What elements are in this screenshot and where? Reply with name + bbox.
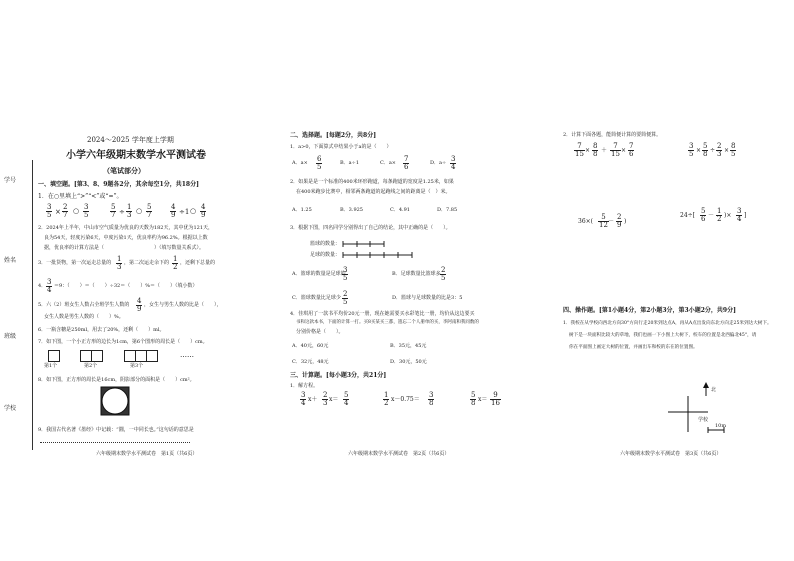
fraction: $\frac{2}{3}$ — [717, 142, 722, 158]
fraction: $\frac{2}{3}$ — [323, 391, 328, 407]
q9-text: 9．我国古代名著《墨经》中记载：“圜，一中同长也。”这句话的意思是 — [38, 427, 194, 433]
calc-3: 36×( — [578, 218, 594, 225]
compare-circle[interactable]: ○ — [136, 207, 143, 215]
figure-3-label: 第3个 — [130, 363, 144, 369]
q2-4-line3: 分别价格是（ ）。 — [296, 329, 344, 335]
fraction: $\frac{7}{15}$ — [611, 142, 620, 158]
section-fill-blank: 一、填空题。[第3、8、9题各2分，其余每空1分，共18分] — [38, 181, 199, 188]
fraction: $\frac{3}{4}$ — [737, 207, 742, 223]
class-label: 班级 — [4, 333, 17, 340]
bar-label-football: 足球的数量： — [310, 252, 341, 258]
figure-2-square — [91, 350, 103, 362]
school-year: 2024～2025 学年度上学期 — [87, 136, 174, 144]
binding-line — [32, 160, 33, 450]
q2-line1: 2．2024年上半年，中山市空气质量为优良的天数为182天，其中优为121天， — [38, 225, 213, 231]
calc-4: 24÷[ — [680, 212, 696, 219]
fraction: $\frac{3}{5}$ — [343, 266, 348, 282]
q2-2-line1: 2．如果是是一个标准的400米环形跑道，每条跑道的宽度是1.25米，如果 — [290, 179, 454, 185]
fraction: $\frac{4}{9}$ — [137, 297, 142, 313]
name-label: 姓名 — [4, 257, 17, 264]
option-d[interactable]: D．30元，50元 — [390, 359, 427, 365]
north-label: 北 — [711, 387, 717, 393]
q8-text: 8．如下图，正方形的周长是16cm，阴影部分的面积是（ ）cm²。 — [38, 377, 195, 383]
fraction: $\frac{8}{5}$ — [731, 142, 736, 158]
fraction: $\frac{2}{9}$ — [617, 213, 622, 229]
q4-1-line2: 树下是一块面积比较大的草地，我们也画一下小图上大树下，校车的位置是北西偏北45°，请 — [569, 333, 757, 338]
fraction: $\frac{2}{5}$ — [441, 266, 446, 282]
q2-line2: 良为54天，轻度污染6天，中度污染1天，优良率约为96.2%。根据以上数 — [44, 235, 208, 241]
fraction: $\frac{1}{2}$ — [384, 391, 389, 407]
fraction: $\frac{5}{8}$ — [703, 142, 708, 158]
fraction: $\frac{5}{6}$ — [701, 207, 706, 223]
q5-text-b: ，女生与男生人数的比是（ ）， — [144, 302, 222, 308]
option-c[interactable]: C．4.91 — [390, 207, 410, 213]
fraction: $\frac{3}{5}$ — [689, 142, 694, 158]
q6-text: 6．一瓶含糖是250ml，用去了20%，还剩（ ）ml。 — [38, 327, 165, 333]
option-d[interactable]: D．a÷ — [430, 160, 447, 166]
q5-text-a: 5．六（2）班女生人数占全班学生人数的 — [38, 302, 130, 308]
page-1-footer: 六年级期末数学水平测试卷 第1页（共6页） — [96, 451, 198, 457]
fraction: $\frac{6}{5}$ — [317, 155, 322, 171]
section-calculation: 三、计算题。[每小题3分，共21分] — [290, 372, 387, 379]
fraction: $\frac{3}{4}$ — [301, 391, 306, 407]
figure-2-label: 第2个 — [84, 363, 98, 369]
option-d[interactable]: D．篮球与足球数量的比是3：5 — [392, 295, 463, 301]
page-2-footer: 六年级期末数学水平测试卷 第2页（共6页） — [348, 451, 450, 457]
fraction: $\frac{5}{4}$ — [344, 391, 349, 407]
fraction: $\frac{2}{7}$ — [63, 203, 68, 219]
option-a[interactable]: A．1.25 — [292, 207, 312, 213]
q7-text: 7．如下图，一个小正方形的边长为1cm，第6个图形的周长是（ ）cm。 — [38, 339, 208, 345]
scale-label: 10m — [715, 423, 727, 429]
fraction: $\frac{4}{9}$ — [171, 203, 176, 219]
fraction: $\frac{7}{15}$ — [575, 142, 584, 158]
fraction: $\frac{4}{9}$ — [201, 203, 206, 219]
q2-line3: 据，优良率的计算方法是（ ）（填写数量关系式）。 — [44, 245, 205, 251]
q3-text-b: ，第二次运走余下的 — [124, 260, 170, 266]
option-c[interactable]: C．a× — [380, 160, 396, 166]
solve-equations: 1．解方程。 — [290, 383, 319, 389]
q2-4-line1: 4．佳琪用了一款书平均价20元一册，现在她需要买水彩笔比一册，均价从这边要买 — [290, 311, 475, 317]
option-c[interactable]: C．32元，48元 — [292, 359, 329, 365]
school-label: 学校 — [4, 405, 17, 412]
q4-text: ＝9：（ ）＝（ ）÷32＝（ ）%＝（ ）（填小数） — [54, 283, 198, 289]
figure-1-square — [48, 350, 60, 362]
fraction: $\frac{3}{5}$ — [84, 203, 89, 219]
option-a[interactable]: A．篮球的数量是足球的 — [292, 271, 346, 277]
q4-label: 4． — [38, 283, 47, 289]
fraction: $\frac{1}{2}$ — [717, 207, 722, 223]
exam-title: 小学六年级期末数学水平测试卷 — [66, 150, 206, 161]
fraction: $\frac{5}{7}$ — [147, 203, 152, 219]
fraction: $\frac{3}{4}$ — [451, 155, 456, 171]
page-3-footer: 六年级期末数学水平测试卷 第3页（共6页） — [620, 451, 722, 457]
fraction: $\frac{1}{3}$ — [117, 255, 122, 271]
q4-1-line1: 1．我校在从学校向西北方向30°方向行走20米到达点A，再从A点出发向东北方向走25米到达大树下。 — [563, 321, 772, 326]
fraction: $\frac{7}{6}$ — [629, 142, 634, 158]
equation-3: x＝ — [478, 396, 488, 403]
fraction: $\frac{1}{3}$ — [127, 203, 132, 219]
equation-1: x＋ — [308, 396, 318, 403]
fraction: $\frac{3}{5}$ — [47, 203, 52, 219]
student-number-label: 学号 — [4, 177, 17, 184]
option-b[interactable]: B．3.925 — [340, 207, 363, 213]
q3-2-text: 2．计算下面各题，能简便计算的要简便算。 — [563, 132, 662, 138]
ellipsis: …… — [180, 351, 194, 359]
option-b[interactable]: B．a÷1 — [340, 160, 360, 166]
school-point-label: 学校 — [698, 417, 709, 423]
q2-3-text: 3．根据下图，四名同学分别得出了自己的结论，其中正确的是（ ）。 — [290, 225, 451, 231]
fraction: $\frac{2}{5}$ — [343, 290, 348, 306]
fraction: $\frac{3}{4}$ — [47, 278, 52, 294]
fraction: $\frac{9}{16}$ — [491, 391, 500, 407]
fraction: $\frac{5}{7}$ — [111, 203, 116, 219]
equation-2: x－0.75＝ — [391, 396, 420, 403]
section-choice: 二、选择题。[每题2分，共8分] — [290, 132, 377, 139]
compare-circle[interactable]: ○ — [190, 207, 197, 215]
q2-4-line2: 书和这款本书，下面的计算一打。买8买某买三都，遗忘二个人册单的买，李阿南和我同数的 — [296, 320, 479, 325]
compass-diagram — [666, 382, 726, 438]
option-d[interactable]: D．7.85 — [437, 207, 458, 213]
basketball-bar — [342, 240, 402, 248]
q5-text-c: 女生人数是男生人数的（ ）%。 — [44, 314, 124, 320]
football-bar — [342, 251, 422, 259]
option-a[interactable]: A．a× — [292, 160, 308, 166]
option-c[interactable]: C．篮球数量比足球少 — [292, 295, 341, 301]
fraction: $\frac{8}{8}$ — [593, 142, 598, 158]
q1-text: 1．在○里填上“>”“<”或“=”。 — [38, 193, 123, 200]
fraction: $\frac{5}{8}$ — [471, 391, 476, 407]
bar-label-basketball: 篮球的数量： — [310, 241, 341, 247]
q3-text-c: ，还剩下总量的 — [180, 260, 216, 266]
fraction: $\frac{3}{8}$ — [429, 391, 434, 407]
figure-1-label: 第1个 — [44, 363, 58, 369]
q4-1-line3: 你在平面图上画定大树的位置，并画出车和校的东在的位置图。 — [569, 345, 698, 350]
fraction: $\frac{7}{6}$ — [404, 155, 409, 171]
option-b[interactable]: B．35元，45元 — [390, 343, 427, 349]
square-circle-figure — [100, 386, 130, 416]
figure-3-square — [146, 350, 158, 362]
section-operation: 四、操作题。[第1小题4分，第2小题3分，第3小题2分，共9分] — [563, 307, 736, 314]
fraction: $\frac{5}{12}$ — [599, 213, 608, 229]
compare-circle[interactable]: ○ — [73, 207, 80, 215]
fraction: $\frac{1}{2}$ — [173, 255, 178, 271]
option-b[interactable]: B．足球数量比篮球多 — [392, 271, 441, 277]
q2-2-line2: 在400米跑步比赛中，相邻两条跑道的起跑线之间的距离是（ ）米。 — [296, 189, 451, 195]
q2-1-text: 1．a>0，下面算式中结果小于a的是（ ） — [290, 144, 392, 150]
exam-subtitle: （笔试部分） — [103, 166, 145, 175]
q3-text-a: 3．一批货物，第一次运走总量的 — [38, 260, 112, 266]
option-a[interactable]: A．40元，60元 — [292, 343, 329, 349]
answer-line[interactable] — [40, 442, 190, 443]
